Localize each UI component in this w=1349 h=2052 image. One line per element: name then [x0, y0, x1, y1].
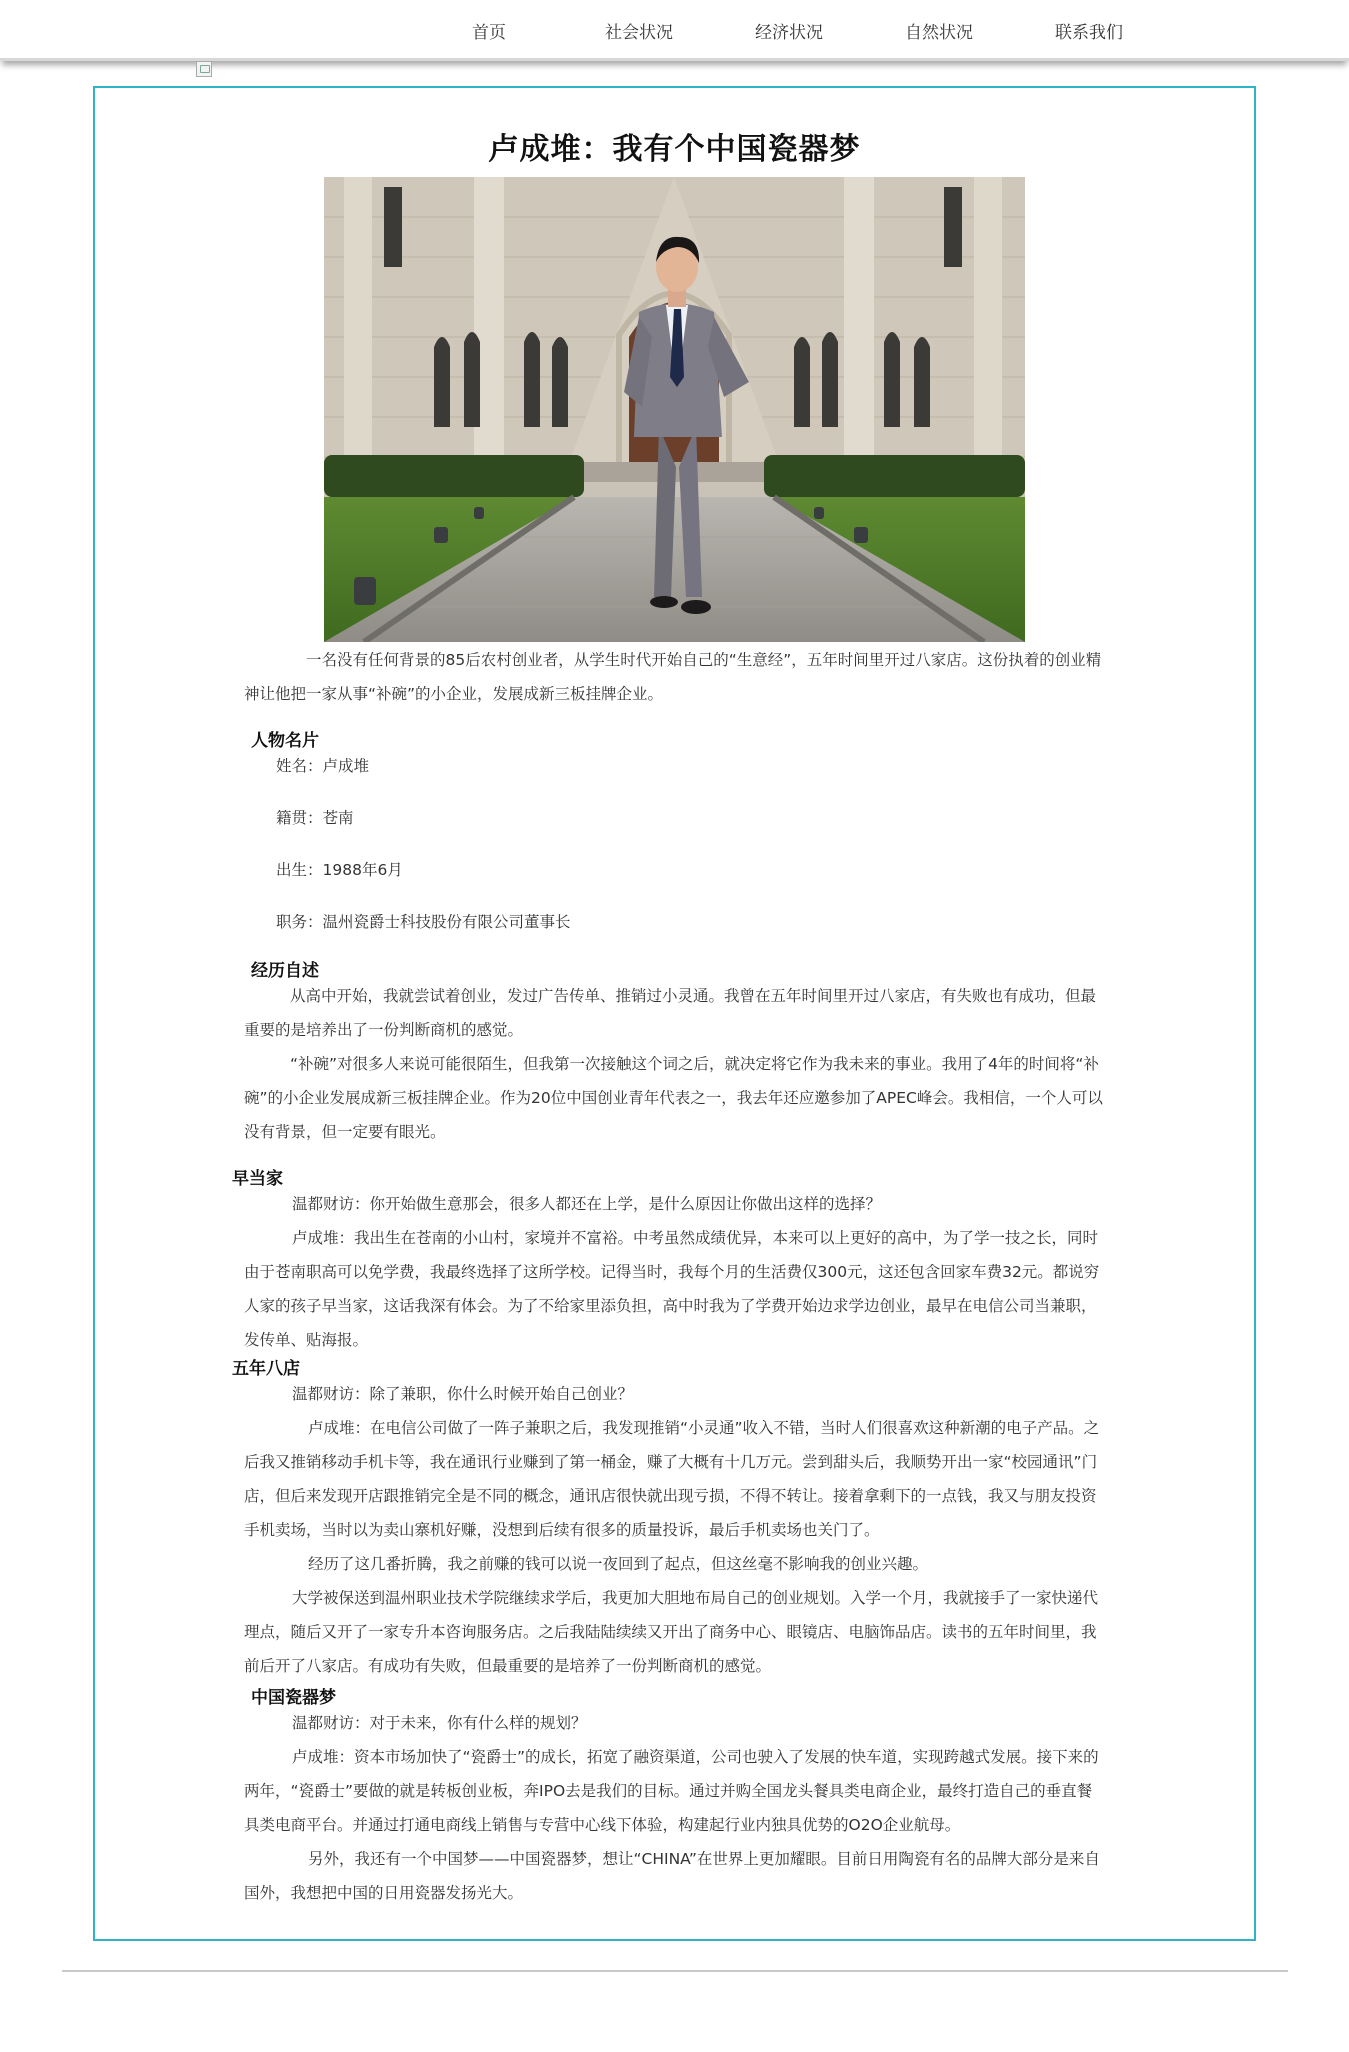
intro-paragraph: 一名没有任何背景的85后农村创业者，从学生时代开始自己的“生意经”，五年时间里开过八家店。这份执着的创业精神让他把一家从事“补碗”的小企业，发展成新三板挂牌企业。 — [244, 651, 1102, 703]
experience-paragraph-1: 从高中开始，我就尝试着创业，发过广告传单、推销过小灵通。我曾在五年时间里开过八家店，有失败也有成功，但最重要的是培养出了一份判断商机的感觉。 — [244, 987, 1097, 1039]
early-heading: 早当家 — [232, 1169, 283, 1189]
dream-heading: 中国瓷器梦 — [251, 1688, 336, 1708]
dream-answer-2: 另外，我还有一个中国梦——中国瓷器梦，想让“CHINA”在世界上更加耀眼。目前日用陶瓷有名的品牌大部分是来自国外，我想把中国的日用瓷器发扬光大。 — [244, 1850, 1100, 1902]
profile-name: 姓名：卢成堆 — [276, 757, 370, 775]
experience-paragraph-2: “补碗”对很多人来说可能很陌生，但我第一次接触这个词之后，就决定将它作为我未来的事业。我用了4年的时间将“补碗”的小企业发展成新三板挂牌企业。作为20位中国创业青年代表之一，我去年还应邀参加了APEC峰会。我相信，一个人可以没有背景，但一定要有眼光。 — [244, 1055, 1103, 1141]
profile-origin: 籍贯：苍南 — [276, 809, 354, 827]
dream-answer-1: 卢成堆：资本市场加快了“瓷爵士”的成长，拓宽了融资渠道，公司也驶入了发展的快车道，实现跨越式发展。接下来的两年，“瓷爵士”要做的就是转板创业板，奔IPO去是我们的目标。通过并购全国龙头餐具类电商企业，最终打造自己的垂直餐具类电商平台。并通过打通电商线上销售与专营中心线下体验，构建起行业内独具优势的O2O企业航母。 — [244, 1748, 1099, 1834]
profile-position: 职务：温州瓷爵士科技股份有限公司董事长 — [276, 913, 571, 931]
nav-economy[interactable]: 经济状况 — [755, 23, 823, 43]
five-answer-1: 卢成堆：在电信公司做了一阵子兼职之后，我发现推销“小灵通”收入不错，当时人们很喜欢这种新潮的电子产品。之后我又推销移动手机卡等，我在通讯行业赚到了第一桶金，赚了大概有十几万元。尝到甜头后，我顺势开出一家“校园通讯”门店，但后来发现开店跟推销完全是不同的概念，通讯店很快就出现亏损，不得不转让。接着拿剩下的一点钱，我又与朋友投资手机卖场，当时以为卖山寨机好赚，没想到后续有很多的质量投诉，最后手机卖场也关门了。 — [244, 1419, 1100, 1539]
five-stores-heading: 五年八店 — [232, 1359, 300, 1379]
broken-image-icon — [196, 61, 212, 77]
nav-contact[interactable]: 联系我们 — [1055, 23, 1123, 43]
early-answer: 卢成堆：我出生在苍南的小山村，家境并不富裕。中考虽然成绩优异，本来可以上更好的高中，为了学一技之长，同时由于苍南职高可以免学费，我最终选择了这所学校。记得当时，我每个月的生活费仅300元，这还包含回家车费32元。都说穷人家的孩子早当家，这话我深有体会。为了不给家里添负担，高中时我为了学费开始边求学边创业，最早在电信公司当兼职，发传单、贴海报。 — [244, 1229, 1100, 1349]
early-question: 温都财访：你开始做生意那会，很多人都还在上学，是什么原因让你做出这样的选择？ — [292, 1195, 882, 1213]
dream-question: 温都财访：对于未来，你有什么样的规划？ — [292, 1714, 587, 1732]
footer-divider — [62, 1970, 1288, 1972]
experience-heading: 经历自述 — [251, 961, 319, 981]
portrait-photo-illustration — [324, 177, 1025, 642]
nav-nature[interactable]: 自然状况 — [905, 23, 973, 43]
nav-home[interactable]: 首页 — [472, 23, 506, 43]
nav-social[interactable]: 社会状况 — [605, 23, 673, 43]
five-question: 温都财访：除了兼职，你什么时候开始自己创业？ — [292, 1385, 634, 1403]
top-nav-bar — [0, 0, 1349, 61]
article-photo — [324, 177, 1025, 642]
profile-heading: 人物名片 — [251, 731, 319, 751]
five-answer-3: 大学被保送到温州职业技术学院继续求学后，我更加大胆地布局自己的创业规划。入学一个月，我就接手了一家快递代理点，随后又开了一家专升本咨询服务店。之后我陆陆续续又开出了商务中心、眼镜店、电脑饰品店。读书的五年时间里，我前后开了八家店。有成功有失败，但最重要的是培养了一份判断商机的感觉。 — [244, 1589, 1099, 1675]
profile-birth: 出生：1988年6月 — [276, 861, 403, 879]
article-title: 卢成堆：我有个中国瓷器梦 — [488, 132, 861, 167]
five-answer-2: 经历了这几番折腾，我之前赚的钱可以说一夜回到了起点，但这丝毫不影响我的创业兴趣。 — [308, 1555, 929, 1573]
